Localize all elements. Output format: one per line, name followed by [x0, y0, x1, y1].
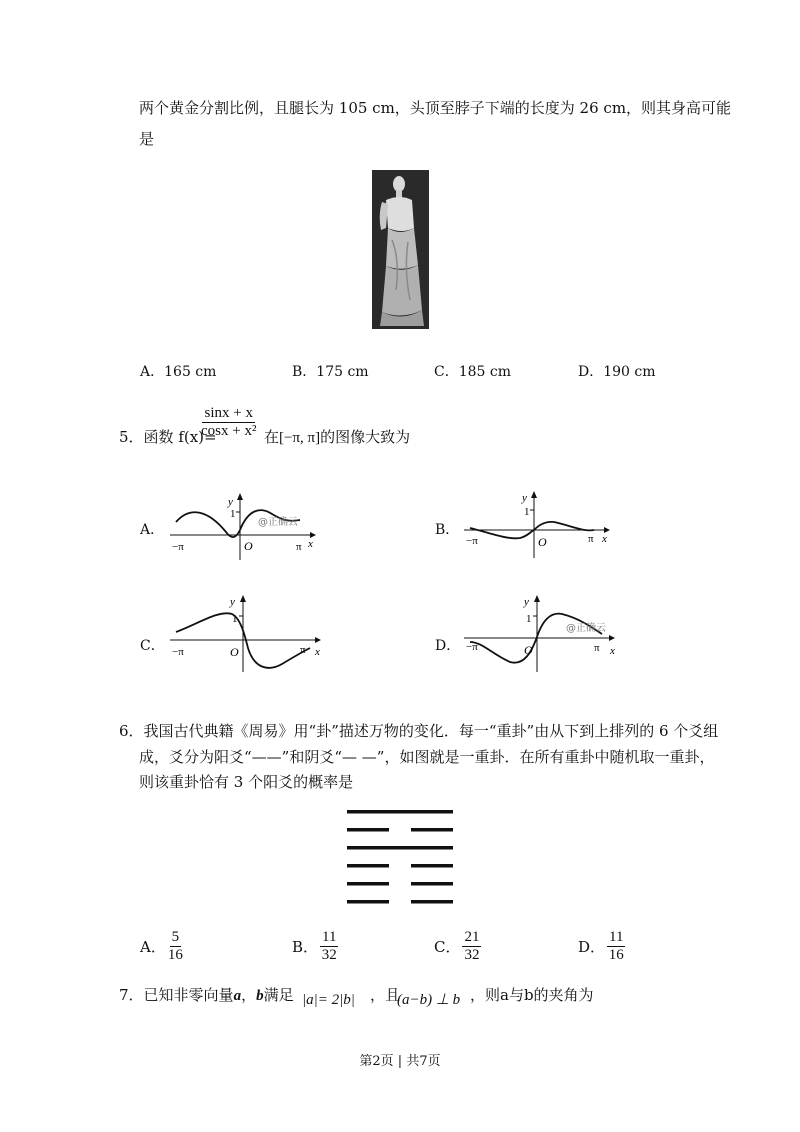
- graph-d-right: π: [594, 642, 600, 654]
- graph-d-left: −π: [466, 641, 478, 653]
- graph-b: [462, 488, 612, 560]
- yin-line-segment: [347, 828, 389, 832]
- q6-option-a: A． $\frac{5}{16}$: [140, 929, 183, 963]
- hexagram-figure: [344, 800, 456, 910]
- graph-d-x: x: [610, 645, 615, 657]
- graph-b-right: π: [588, 533, 594, 545]
- statue-image: [372, 170, 429, 329]
- q5-option-c-label: C．: [140, 638, 165, 654]
- yang-line: [347, 810, 453, 814]
- q5-option-d-label: D．: [435, 638, 461, 654]
- q5-numerator: sinx + x: [204, 405, 253, 421]
- q6-option-d: D． $\frac{11}{16}$: [578, 929, 624, 963]
- q4-option-c: C．185 cm: [434, 364, 512, 380]
- graph-c-one: 1: [232, 613, 238, 625]
- graph-b-left: −π: [466, 535, 478, 547]
- yin-line-segment: [411, 882, 453, 886]
- q6-option-b: B． $\frac{11}{32}$: [292, 929, 337, 963]
- graph-c-left: −π: [172, 646, 184, 658]
- q6-text-line2: 成，爻分为阳爻“——”和阴爻“— —”，如图就是一重卦．在所有重卦中随机取一重卦，: [139, 748, 715, 766]
- graph-c-origin: O: [230, 645, 239, 659]
- yin-line-segment: [411, 828, 453, 832]
- q4-option-d: D．190 cm: [578, 364, 656, 380]
- graph-a-right: π: [296, 541, 302, 553]
- graph-d: [462, 592, 622, 674]
- yin-line-segment: [411, 900, 453, 904]
- graph-a: [168, 490, 318, 562]
- yin-line-segment: [411, 864, 453, 868]
- q5-option-b-label: B．: [435, 522, 460, 538]
- q4-text-line2: 是: [139, 130, 155, 148]
- graph-c: [168, 592, 328, 674]
- page-footer: 第2页 | 共7页: [359, 1054, 441, 1069]
- q5-denominator: cosx + x²: [201, 423, 257, 439]
- q7-stem: 7．已知非零向量a，b满足: [119, 986, 294, 1004]
- graph-a-y: y: [228, 496, 233, 508]
- q5-suffix: 在[−π, π]的图像大致为: [264, 428, 411, 446]
- graph-c-y: y: [230, 596, 235, 608]
- graph-d-watermark: @正确云: [566, 623, 606, 634]
- graph-a-one: 1: [230, 508, 236, 520]
- q5-option-a-label: A．: [140, 522, 165, 538]
- q6-text-line3: 则该重卦恰有 3 个阳爻的概率是: [139, 773, 354, 791]
- q4-option-b: B．175 cm: [292, 364, 369, 380]
- graph-a-x: x: [308, 538, 313, 550]
- q6-text-line1: 6．我国古代典籍《周易》用“卦”描述万物的变化．每一“重卦”由从下到上排列的 6 个爻组: [119, 722, 719, 740]
- graph-d-y: y: [524, 596, 529, 608]
- q5-prefix: 5．函数 f(x)=: [119, 428, 217, 446]
- graph-a-watermark: @正确云: [258, 517, 298, 528]
- q7-condition-2: (a−b) ⊥ b: [397, 992, 461, 1008]
- yin-line-segment: [347, 882, 389, 886]
- graph-b-origin: O: [538, 535, 547, 549]
- yang-line: [347, 846, 453, 850]
- graph-c-right: π: [300, 644, 306, 656]
- q7-condition-1: |a|= 2|b|: [302, 992, 355, 1008]
- yin-line-segment: [347, 900, 389, 904]
- graph-d-one: 1: [526, 613, 532, 625]
- q7-suffix: ，则a与b的夹角为: [470, 986, 594, 1004]
- q5-function-fraction: [201, 405, 256, 440]
- graph-c-x: x: [315, 646, 320, 658]
- graph-a-left: −π: [172, 541, 184, 553]
- graph-b-one: 1: [524, 506, 530, 518]
- yin-line-segment: [347, 864, 389, 868]
- q4-option-a: A．165 cm: [140, 364, 217, 380]
- graph-d-origin: O: [524, 643, 533, 657]
- graph-b-y: y: [522, 492, 527, 504]
- graph-a-origin: O: [244, 539, 253, 553]
- q6-option-c: C． $\frac{21}{32}$: [434, 929, 480, 963]
- q4-text-line1: 两个黄金分割比例，且腿长为 105 cm，头顶至脖子下端的长度为 26 cm，则其身高可能: [139, 99, 732, 117]
- graph-b-x: x: [602, 533, 607, 545]
- q7-sep: ，且: [370, 986, 401, 1004]
